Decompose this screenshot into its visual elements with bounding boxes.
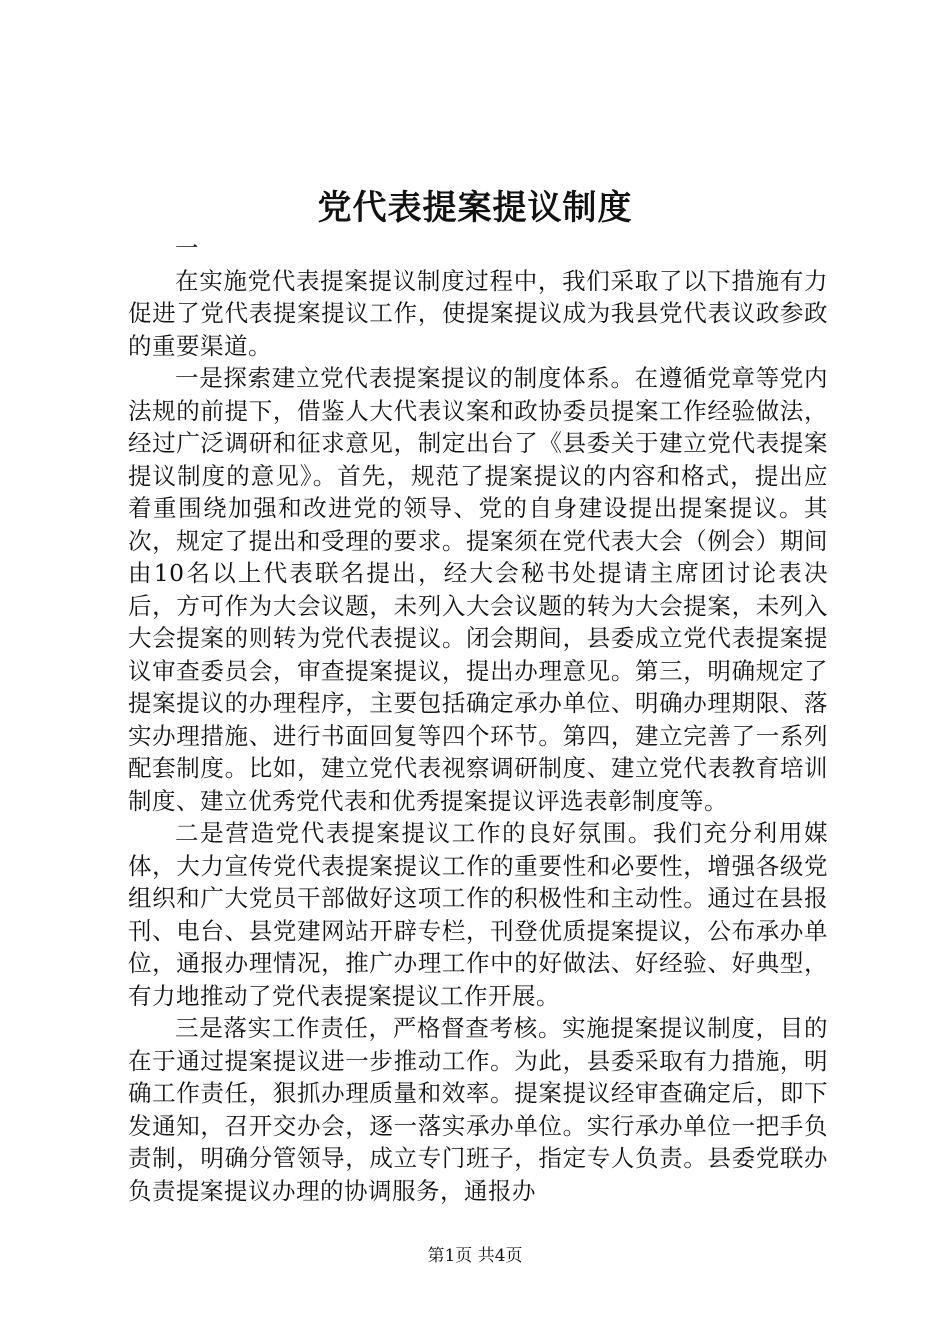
paragraph-point-one: 一是探索建立党代表提案提议的制度体系。在遵循党章等党内法规的前提下，借鉴人大代表议案和政协委员提案工作经验做法，经过广泛调研和征求意见，制定出台了《县委关于建立党代表提案提议制度的意见》。首先，规范了提案提议的内容和格式，提出应着重围绕加强和改进党的领导、党的自身建设提出提案提议。其次，规定了提出和受理的要求。提案须在党代表大会（例会）期间由10名以上代表联名提出，经大会秘书处提请主席团讨论表决后，方可作为大会议题，未列入大会议题的转为大会提案，未列入大会提案的则转为党代表提议。闭会期间，县委成立党代表提案提议审查委员会，审查提案提议，提出办理意见。第三，明确规定了提案提议的办理程序，主要包括确定承办单位、明确办理期限、落实办理措施、进行书面回复等四个环节。第四，建立完善了一系列配套制度。比如，建立党代表视察调研制度、建立党代表教育培训制度、建立优秀党代表和优秀提案提议评选表彰制度等。 <box>128 364 828 815</box>
section-marker: 一 <box>175 234 199 262</box>
document-body <box>128 232 828 1207</box>
document-title: 党代表提案提议制度 <box>317 188 633 228</box>
paragraph-point-three: 三是落实工作责任，严格督查考核。实施提案提议制度，目的在于通过提案提议进一步推动工作。为此，县委采取有力措施，明确工作责任，狠抓办理质量和效率。提案提议经审查确定后，即下发通知，召开交办会，逐一落实承办单位。实行承办单位一把手负责制，明确分管领导，成立专门班子，指定专人负责。县委党联办负责提案提议办理的协调服务，通报办 <box>128 1014 828 1205</box>
page-number-footer: 第1页 共4页 <box>427 1246 523 1266</box>
paragraph-point-two: 二是营造党代表提案提议工作的良好氛围。我们充分利用媒体，大力宣传党代表提案提议工作的重要性和必要性，增强各级党组织和广大党员干部做好这项工作的积极性和主动性。通过在县报刊、电台、县党建网站开辟专栏，刊登优质提案提议，公布承办单位，通报办理情况，推广办理工作中的好做法、好经验、好典型，有力地推动了党代表提案提议工作开展。 <box>128 819 828 1010</box>
paragraph-intro: 在实施党代表提案提议制度过程中，我们采取了以下措施有力促进了党代表提案提议工作，使提案提议成为我县党代表议政参政的重要渠道。 <box>128 266 828 360</box>
